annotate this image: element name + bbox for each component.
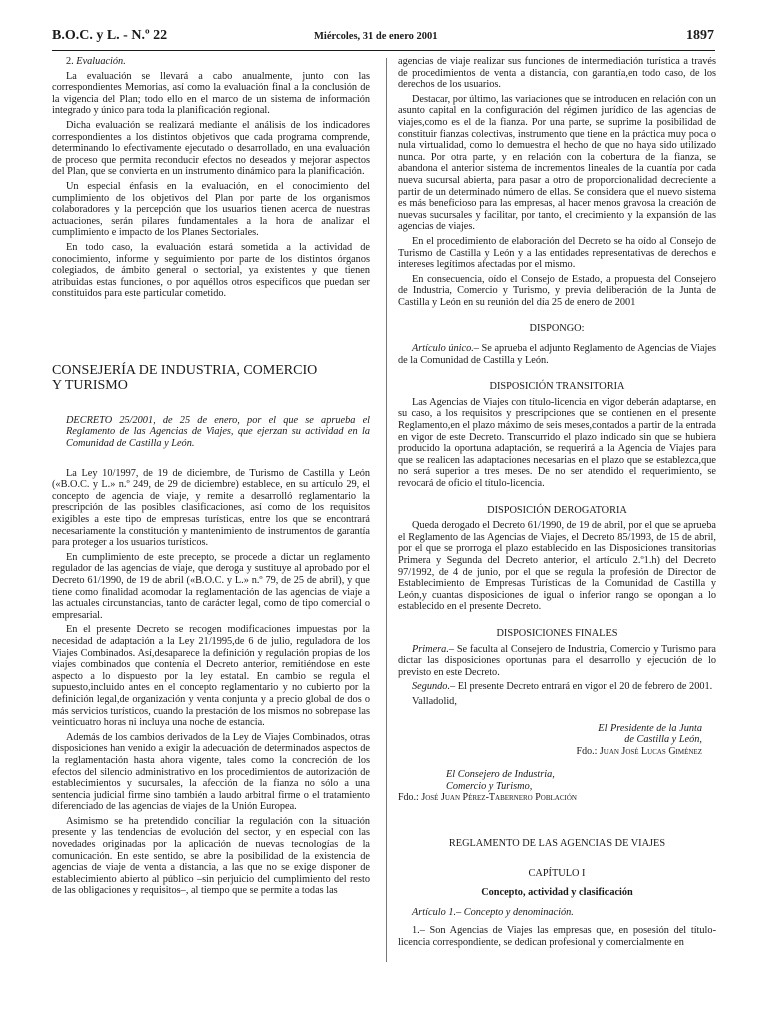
paragraph: En todo caso, la evaluación estará sometida a la actividad de conocimiento, informe y seguimiento por parte de los distintos órganos colegiados, de ámbito general o sectorial, ya existentes y que tienen atribuidas estas funciones, o por aquéllos otros específicos que puedan ser constituidos para este particular cometido. <box>52 241 370 300</box>
paragraph: La Ley 10/1997, de 19 de diciembre, de Turismo de Castilla y León («B.O.C. y L.» n.º 249, de 29 de diciembre) establece, en su artículo 29, el concepto de agencia de viaje, y remite a desarrolló reglamentario la prescripción de las posibles clasificaciones, así como de los requisitos exigibles a este tipo de empresas turísticas, entre los que se encontrará necesariamente la constitución y mantenimiento de instrumentos de garantía para proteger a los usuarios turísticos. <box>52 467 370 549</box>
paragraph: Las Agencias de Viajes con título-licencia en vigor deberán adaptarse, en su caso, a los requisitos y prescripciones que se contienen en el presente Reglamento,en el plazo máximo de seis meses,contados a partir de la entrada en vigor de este Decreto. Transcurrido el plazo indicado sin que se hubiera producido la oportuna adaptación, se requerirá a la Agencia de Viajes para que se realicen las adaptaciones necesarias en el plazo que se establezca,que no será superior a tres meses. De no ser atendido el requerimiento, se revocará de oficio el título-licencia. <box>398 396 716 489</box>
decree-title: DECRETO 25/2001, de 25 de enero, por el que se aprueba el Reglamento de las Agencias de Viajes, que ejerzan su actividad en la Comunidad de Castilla y León. <box>66 414 370 450</box>
disposicion-transitoria-heading: DISPOSICIÓN TRANSITORIA <box>489 381 625 393</box>
disposicion-derogatoria-heading: DISPOSICIÓN DEROGATORIA <box>487 504 627 516</box>
article-1-heading: Artículo 1.– Concepto y denominación. <box>412 906 574 918</box>
paragraph: Destacar, por último, las variaciones que se introducen en relación con un asunto capital en la configuración del régimen jurídico de las agencias de viajes,como es el de la fianza. Por una parte, se suprime la posibilidad de constituir fianzas colectivas, instrumento que tiene en la práctica muy poca o nula virtualidad, como lo demuestra el hecho de que no haya sido utilizado nunca. Por otra parte, y en relación con la cobertura de la fianza, se abandona el anterior sistema de incrementos lineales de la cuantía por cada nueva sucursal abierta, para pasar a otro de proporcionalidad decreciente a partir de un determinado número de ellas. Se considera que el nuevo sistema es más beneficioso para las empresas, al hacer menos gravosa la creación de nuevas sucursales y facilitar, por tanto, el crecimiento y la expansión de las agencias de viajes. <box>398 93 716 233</box>
primera-clause: Primera.– Se faculta al Consejero de Industria, Comercio y Turismo para dictar las disposiciones oportunas para el desarrollo y ejecución de lo previsto en este Decreto. <box>398 643 716 678</box>
paragraph: En consecuencia, oído el Consejo de Estado, a propuesta del Consejero de Industria, Comercio y Turismo, y previa deliberación de la Junta de Castilla y León en su reunión del día 25 de enero de 2001 <box>398 273 716 308</box>
journal-name: B.O.C. y L. - N.º 22 <box>52 28 168 43</box>
page-number: 1897 <box>686 28 714 43</box>
signature-consejero: El Consejero de Industria, Comercio y Turismo, Fdo.: José Juan Pérez-Tabernero Población <box>398 769 577 804</box>
paragraph: La evaluación se llevará a cabo anualmente, junto con las correspondientes Memorias, así como la evaluación final a la conclusión de la vigencia del Plan; todo ello en el marco de un sistema de información integrado y único para toda la planificación regional. <box>52 70 370 117</box>
paragraph: agencias de viaje realizar sus funciones de intermediación turística a través de procedimientos de venta a distancia, con garantía,en todo caso, de los derechos de los usuarios. <box>398 56 716 91</box>
page-header <box>52 28 714 48</box>
paragraph: Queda derogado el Decreto 61/1990, de 19 de abril, por el que se aprueba el Reglamento de las Agencias de Viajes, el Decreto 85/1993, de 15 de abril, por el que se prorroga el plazo establecido en las Disposiciones transitorias Primera y Segunda del Decreto anterior, el artículo 2.º1.h) del Decreto 97/1992, de 4 de junio, por el que se regula la profesión de Director de Establecimiento de Empresas Turísticas de la Comunidad de Castilla y León,y cuantas disposiciones de igual o inferior rango se opongan a lo establecido en el presente Decreto. <box>398 520 716 613</box>
disposiciones-finales-heading: DISPOSICIONES FINALES <box>496 627 618 639</box>
segundo-clause: Segundo.– El presente Decreto entrará en vigor el 20 de febrero de 2001. <box>412 681 713 693</box>
right-column <box>398 56 716 952</box>
paragraph: Además de los cambios derivados de la Ley de Viajes Combinados, otras disposiciones han venido a exigir la adecuación de determinados aspectos de la reglamentación hasta ahora vigente, tales como la concreción de los efectos del silencio administrativo en los procedimientos de autorización de establecimientos y sucursales, la afección de la fianza no sólo a una sentencia judicial firme sino también a laudo arbitral firme o el tratamiento diferenciado de las agencias de viajes de la Unión Europea. <box>52 731 370 813</box>
left-column <box>52 56 370 900</box>
reglamento-title: REGLAMENTO DE LAS AGENCIAS DE VIAJES <box>448 838 666 850</box>
issue-date: Miércoles, 31 de enero 2001 <box>314 31 438 42</box>
place-line: Valladolid, <box>412 695 457 707</box>
section-title: CONSEJERÍA DE INDUSTRIA, COMERCIO Y TURISMO <box>52 362 318 393</box>
paragraph: En cumplimiento de este precepto, se procede a dictar un reglamento regulador de las agencias de viaje, que deroga y sustituye al aprobado por el Decreto 61/1990, de 19 de abril («B.O.C. y L.» n.º 79, de 25 de abril), y que tiene como finalidad acomodar la reglamentación de las agencias de viaje a las actuales circunstancias, tanto de carácter legal, como de tipo comercial o empresarial. <box>52 551 370 621</box>
chapter-heading: CAPÍTULO I <box>528 867 586 879</box>
column-divider <box>386 58 387 962</box>
paragraph: En el presente Decreto se recogen modificaciones impuestas por la necesidad de adaptación a la Ley 21/1995,de 6 de julio, reguladora de los Viajes Combinados. Así,desaparece la definición y regulación propias de los viajes combinados que contenía el Decreto anterior, remitiéndose en este aspecto a lo dispuesto por la ley estatal. En cambio se regula el supuesto,incluido antes en el concepto reglamentario y no cubierto por la definición legal,de organización y venta conjunta y a precio global de dos o más servicios turísticos, cuando la prestación de los mismos no sobrepase las veinticuatro horas ni incluya una noche de estancia. <box>52 624 370 729</box>
paragraph: 1.– Son Agencias de Viajes las empresas que, en posesión del título-licencia correspondiente, se dedican profesional y comercialmente en <box>398 925 716 949</box>
articulo-unico: Artículo único.– Se aprueba el adjunto Reglamento de Agencias de Viajes de la Comunidad de Castilla y León. <box>398 343 716 366</box>
signature-president: El Presidente de la Junta de Castilla y León, Fdo.: Juan José Lucas Giménez <box>576 722 702 757</box>
paragraph: Asimismo se ha pretendido conciliar la regulación con la situación presente y las tendencias de evolución del sector, y en especial con las novedades originadas por la aplicación de nuevas tecnologías de la comunicación. En este sentido, se abre la posibilidad de la existencia de agencias de viaje de venta a distancia, a las que no se exige disponer de establecimiento abierto al público –sin perjuicio del cumplimiento del resto de las obligaciones y requisitos–, al tiempo que se permite a todas las <box>52 815 370 897</box>
paragraph: En el procedimiento de elaboración del Decreto se ha oído al Consejo de Turismo de Castilla y León y a las entidades representativas de derechos e intereses legítimos afectadas por el mismo. <box>398 235 716 271</box>
header-rule <box>52 50 715 51</box>
chapter-subtitle: Concepto, actividad y clasificación <box>481 887 633 899</box>
evaluation-heading: 2. Evaluación. <box>66 56 126 67</box>
paragraph: Dicha evaluación se realizará mediante el análisis de los indicadores correspondientes a los distintos objetivos que cada programa comprende, determinando lo efectivamente ejecutado o desarrollado, en una evaluación de proceso que permita reconducir efectos no deseados y mejorar aspectos del Plan, que se convierta en un instrumento dinámico para la planificación. <box>52 119 370 178</box>
paragraph: Un especial énfasis en la evaluación, en el conocimiento del cumplimiento de los objetivos del Plan por parte de los organismos colaboradores y la percepción que los usuarios tienen acerca de nuestras actuaciones, serán pilares fundamentales a la hora de analizar el cumplimiento e impacto de los Planes Sectoriales. <box>52 180 370 239</box>
dispongo-heading: DISPONGO: <box>529 323 585 335</box>
